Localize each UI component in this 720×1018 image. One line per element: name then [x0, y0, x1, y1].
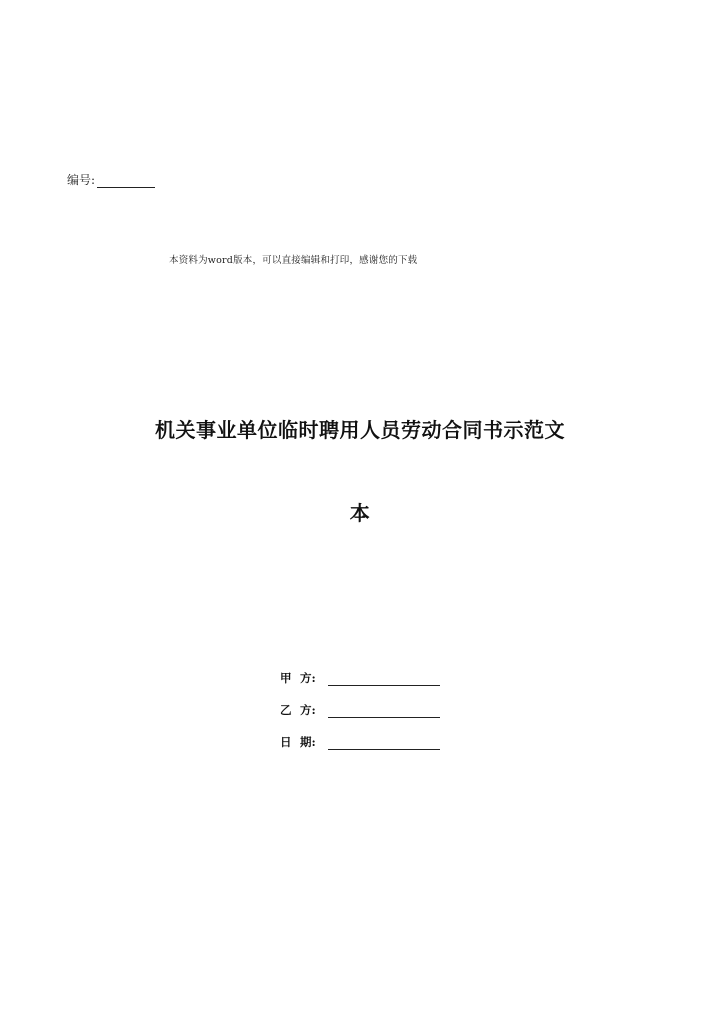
party-b-row	[280, 702, 450, 718]
date-row	[280, 734, 450, 750]
signature-block	[280, 670, 450, 766]
date-blank-line	[328, 737, 440, 750]
party-b-blank-line	[328, 705, 440, 718]
party-a-label-char2: 方:	[300, 671, 316, 685]
download-notice: 本资料为word版本，可以直接编辑和打印，感谢您的下载	[169, 255, 418, 266]
date-label-char1: 日	[280, 735, 292, 749]
party-a-blank-line	[328, 673, 440, 686]
document-number-blank-line	[97, 175, 155, 188]
party-a-label-char1: 甲	[280, 671, 292, 685]
party-b-label-char1: 乙	[280, 703, 292, 717]
document-number-label: 编号:	[67, 173, 96, 187]
document-title-line-2: 本	[349, 501, 371, 525]
document-number	[67, 172, 155, 188]
date-label-char2: 期:	[300, 735, 316, 749]
document-title-line-1: 机关事业单位临时聘用人员劳动合同书示范文	[155, 418, 565, 442]
party-a-row	[280, 670, 450, 686]
party-b-label-char2: 方:	[300, 703, 316, 717]
